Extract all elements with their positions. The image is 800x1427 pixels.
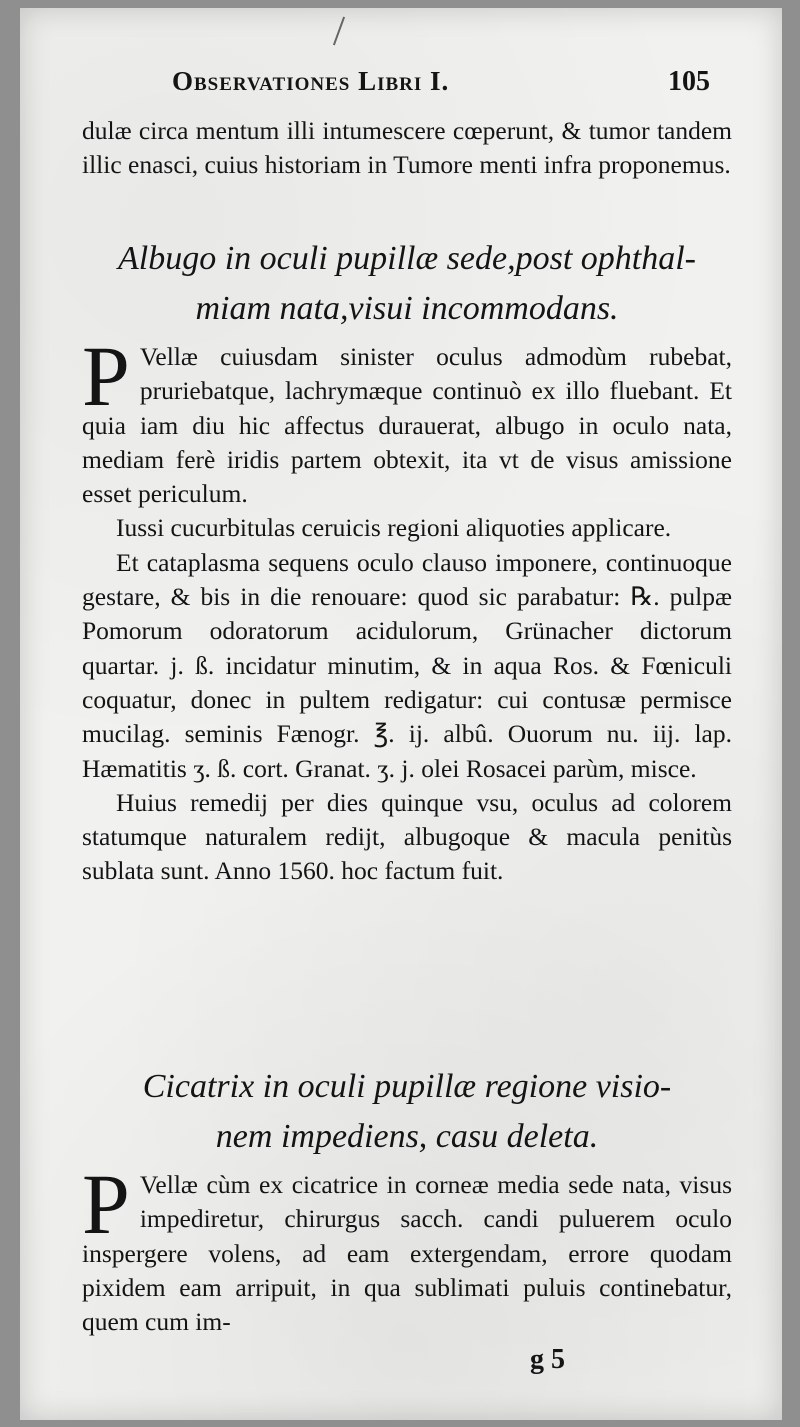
drop-cap: P — [82, 1156, 130, 1252]
section1-paragraph-1 — [82, 328, 732, 511]
section2-body — [82, 1156, 732, 1339]
intro-text: dulæ circa mentum illi intumescere cœperunt, & tumor tandem illic enasci, cuius historiam in Tumore menti infra proponemus. — [82, 116, 732, 180]
running-head: Observationes Libri I. — [172, 66, 450, 96]
drop-cap: P — [82, 328, 130, 424]
section2-paragraph — [82, 1156, 732, 1339]
section1-heading — [82, 234, 732, 334]
ink-mark — [333, 17, 345, 46]
section2-heading-line1: Cicatrix in oculi pupillæ regione visio- — [142, 1068, 672, 1105]
section1-paragraph-3: Et cataplasma sequens oculo clauso imponere, continuoque gestare, & bis in die renouare: quod sic parabatur: ℞. pulpæ Pomorum odoratorum acidulorum, Grünacher dictorum quartar. j. ß. incidatur minutim, & in aqua Ros. & Fœniculi coquatur, donec in pultem redigatur: cui contusæ permisce mucilag. seminis Fænogr. ℥. ij. albû. Ouorum nu. iij. lap. Hæmatitis ʒ. ß. cort. Granat. ʒ. j. olei Rosacei parùm, misce. — [82, 547, 732, 783]
section2-heading — [82, 1062, 732, 1162]
section1-paragraph-2: Iussi cucurbitulas ceruicis regioni aliquoties applicare. — [116, 513, 672, 543]
section2-paragraph-text: Vellæ cùm ex cicatrice in corneæ media sede nata, visus impediretur, chirurgus sacch. candi puluerem oculo inspergere volens, ad eam extergendam, errore quodam pixidem eam arripuit, in qua sublimati puluis continebatur, quem cum im- — [82, 1170, 732, 1337]
section1-paragraph-4: Huius remedij per dies quinque vsu, oculus ad colorem statumque naturalem redijt, albugoque & macula penitùs sublata sunt. Anno 1560. hoc factum fuit. — [82, 787, 732, 886]
section2-heading-line2: nem impediens, casu deleta. — [215, 1118, 599, 1155]
section1-heading-line1: Albugo in oculi pupillæ sede,post ophthal- — [118, 240, 696, 277]
section1-paragraph-1-text: Vellæ cuiusdam sinister oculus admodùm rubebat, pruriebatque, lachrymæque continuò ex illo fluebant. Et quia iam diu hic affectus durauerat, albugo in oculo nata, mediam ferè iridis partem obtexit, ita vt de visus amissione esset periculum. — [82, 342, 732, 509]
book-page — [20, 8, 782, 1420]
signature-mark: g 5 — [530, 1344, 565, 1375]
section1-heading-line2: miam nata,visui incommodans. — [195, 290, 619, 327]
bleed-through-text — [130, 186, 136, 213]
section1-body — [82, 328, 732, 889]
intro-paragraph — [82, 114, 732, 183]
page-number: 105 — [668, 66, 710, 97]
